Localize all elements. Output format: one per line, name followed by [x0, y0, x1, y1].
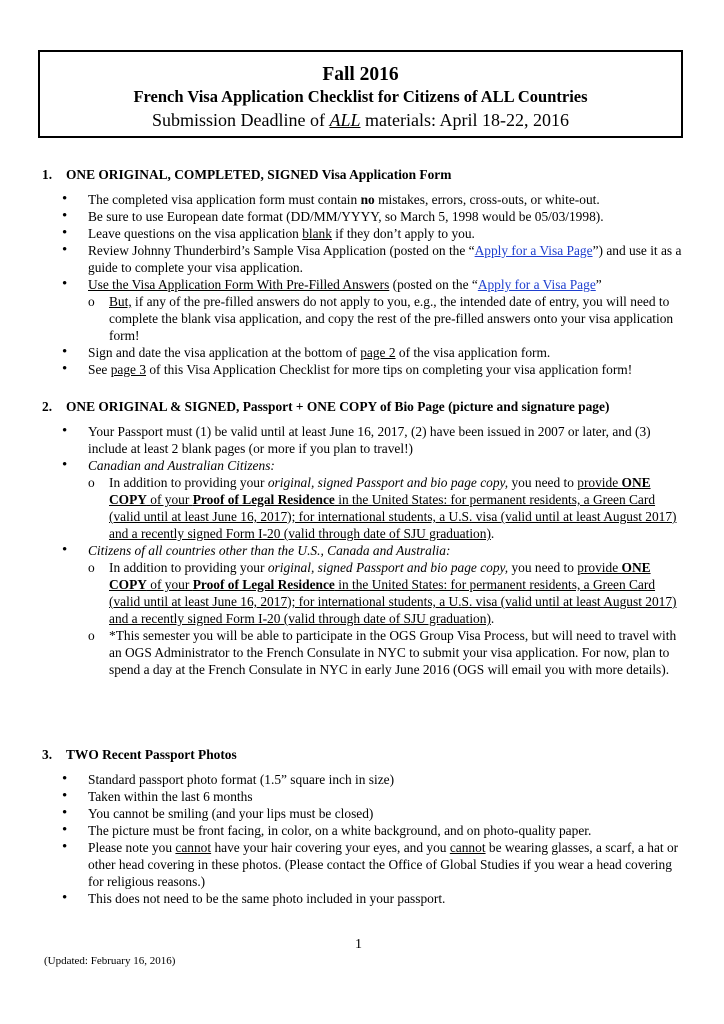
list-item: • Be sure to use European date format (DD/MM/YYYY, so March 5, 1998 would be 05/03/1998).: [42, 208, 682, 225]
section-1-list: [42, 191, 682, 378]
list-item: • Your Passport must (1) be valid until at least June 16, 2017, (2) have been issued in 2007 or later, and (3) include at least 2 blank pages (or more if you plan to travel!): [42, 423, 682, 457]
sub-list-item: o In addition to providing your original, signed Passport and bio page copy, you need to provide ONE COPY of your Proof of Legal Residence in the United States: for permanent residents, a Green Card (valid until at least June 16, 2017); for international students, a U.S. visa (valid until at least August 2017) and a recently signed Form I-20 (valid through date of SJU graduation).: [88, 474, 682, 542]
list-item: • Citizens of all countries other than the U.S., Canada and Australia: o In addition to providing your original, signed Passport and bio page copy, you need to provide ONE COPY of your Proof of Legal Residence in the United States: for permanent residents, a Green Card (valid until at least June 16, 2017); for international students, a U.S. visa (valid until at least August 2017) and a recently signed Form I-20 (valid through date of SJU graduation). o *This semester you will be able to participate in the OGS Group Visa Process, but will need to travel with an OGS Administrator to the French Consulate in NYC to submit your visa application. For now, plan to spend a day at the French Consulate in NYC in early June 2016 (OGS will email you with more details).: [42, 542, 682, 678]
list-item: • The picture must be front facing, in color, on a white background, and on photo-quality paper.: [42, 822, 682, 839]
deadline-line: Submission Deadline of ALL materials: April 18-22, 2016: [152, 110, 569, 130]
sub-list-item: o *This semester you will be able to participate in the OGS Group Visa Process, but will need to travel with an OGS Administrator to the French Consulate in NYC to submit your visa application. For now, plan to spend a day at the French Consulate in NYC in early June 2016 (OGS will email you with more details).: [88, 627, 682, 678]
section-1-heading: 1. ONE ORIGINAL, COMPLETED, SIGNED Visa Application Form: [42, 167, 452, 182]
list-item: • The completed visa application form must contain no mistakes, errors, cross-outs, or white-out.: [42, 191, 682, 208]
sub-list-item: o In addition to providing your original, signed Passport and bio page copy, you need to provide ONE COPY of your Proof of Legal Residence in the United States: for permanent residents, a Green Card (valid until at least June 16, 2017); for international students, a U.S. visa (valid until at least August 2017) and a recently signed Form I-20 (valid through date of SJU graduation).: [88, 559, 682, 627]
section-3-heading: 3. TWO Recent Passport Photos: [42, 747, 237, 762]
list-item: • See page 3 of this Visa Application Checklist for more tips on completing your visa application form!: [42, 361, 682, 378]
list-item: • Use the Visa Application Form With Pre-Filled Answers (posted on the “Apply for a Visa Page” o But, if any of the pre-filled answers do not apply to you, e.g., the intended date of entry, you will need to complete the blank visa application, and copy the rest of the pre-filled answers onto your visa application form!: [42, 276, 682, 344]
apply-visa-page-link[interactable]: Apply for a Visa Page: [474, 243, 593, 258]
section-3: [42, 746, 682, 907]
list-item: • Review Johnny Thunderbird’s Sample Visa Application (posted on the “Apply for a Visa Page”) and use it as a guide to complete your visa application.: [42, 242, 682, 276]
section-2-list: [42, 423, 682, 678]
page-number: 1: [355, 937, 362, 952]
list-item: • Standard passport photo format (1.5” square inch in size): [42, 771, 682, 788]
apply-visa-page-link-2[interactable]: Apply for a Visa Page: [477, 277, 596, 292]
title-box: [38, 50, 683, 138]
list-item: • Canadian and Australian Citizens: o In addition to providing your original, signed Passport and bio page copy, you need to provide ONE COPY of your Proof of Legal Residence in the United States: for permanent residents, a Green Card (valid until at least June 16, 2017); for international students, a U.S. visa (valid until at least August 2017) and a recently signed Form I-20 (valid through date of SJU graduation).: [42, 457, 682, 542]
page-subtitle: French Visa Application Checklist for Citizens of ALL Countries: [133, 87, 588, 106]
section-3-list: [42, 771, 682, 907]
list-item: • You cannot be smiling (and your lips must be closed): [42, 805, 682, 822]
list-item: • Please note you cannot have your hair covering your eyes, and you cannot be wearing glasses, a scarf, a hat or other head covering in these photos. (Please contact the Office of Global Studies if you wear a head covering for religious reasons.): [42, 839, 682, 890]
list-item: • This does not need to be the same photo included in your passport.: [42, 890, 682, 907]
list-item: • Sign and date the visa application at the bottom of page 2 of the visa application form.: [42, 344, 682, 361]
section-2: [42, 398, 682, 678]
updated-date: (Updated: February 16, 2016): [44, 955, 176, 967]
sub-list-item: o But, if any of the pre-filled answers do not apply to you, e.g., the intended date of entry, you will need to complete the blank visa application, and copy the rest of the pre-filled answers onto your visa application form!: [88, 293, 682, 344]
page-title: Fall 2016: [322, 64, 399, 85]
section-2-heading: 2. ONE ORIGINAL & SIGNED, Passport + ONE COPY of Bio Page (picture and signature page): [42, 399, 610, 414]
list-item: • Leave questions on the visa application blank if they don’t apply to you.: [42, 225, 682, 242]
section-1: [42, 166, 682, 378]
list-item: • Taken within the last 6 months: [42, 788, 682, 805]
